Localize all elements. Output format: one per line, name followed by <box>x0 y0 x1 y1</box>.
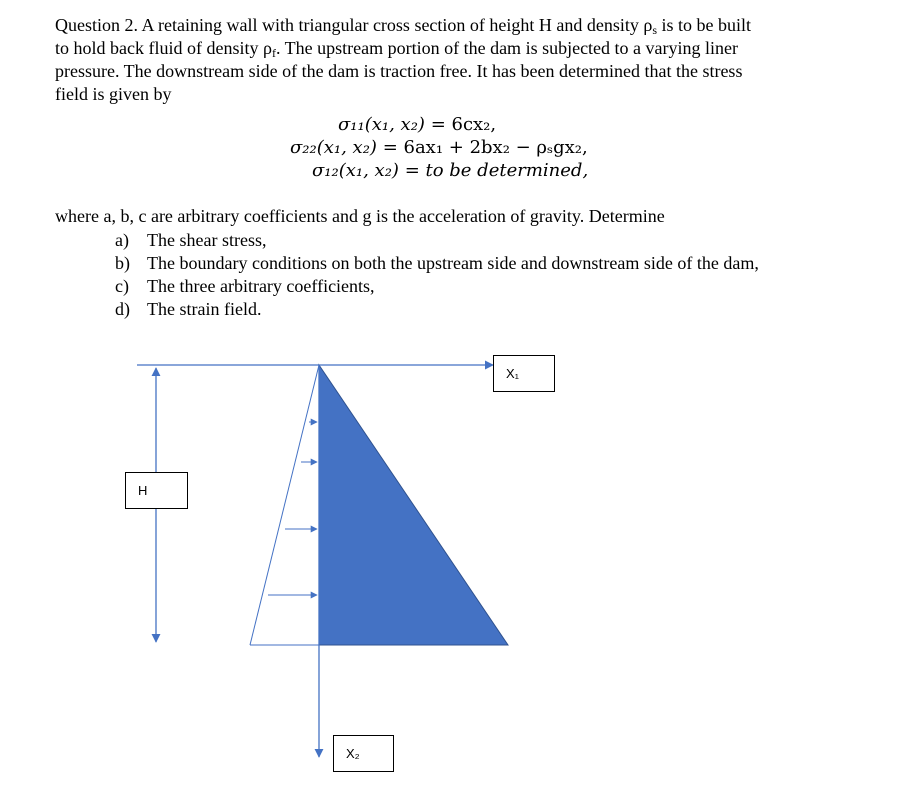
pressure-profile-line <box>250 365 319 645</box>
question-line-3: pressure. The downstream side of the dam is traction free. It has been determined that the stress <box>55 61 743 81</box>
height-label: H <box>125 472 188 509</box>
equation-sigma12-rhs: = to be determined, <box>404 160 589 181</box>
question-line-1: Question 2. A retaining wall with triangular cross section of height H and density $\rho_s$ is to be built <box>55 15 752 37</box>
question-line-4: field is given by <box>55 84 172 104</box>
task-item-d: d) The strain field. <box>115 299 262 319</box>
x1-axis-label: X₁ <box>493 355 555 392</box>
equation-sigma11-lhs: σ₁₁(x₁, x₂) <box>338 114 425 135</box>
task-item-a: a) The shear stress, <box>115 230 267 250</box>
equation-sigma22-lhs: σ₂₂(x₁, x₂) <box>290 137 377 158</box>
question-line-2: to hold back fluid of density $\rho_f$. The upstream portion of the dam is subjected to a varying liner <box>55 38 739 60</box>
equation-sigma12-lhs: σ₁₂(x₁, x₂) <box>312 160 399 181</box>
dam-cross-section <box>319 365 508 645</box>
task-item-c: c) The three arbitrary coefficients, <box>115 276 375 296</box>
task-item-b: b) The boundary conditions on both the upstream side and downstream side of the dam, <box>115 253 759 273</box>
intro-text: where a, b, c are arbitrary coefficients and g is the acceleration of gravity. Determine <box>55 206 665 226</box>
x2-axis-label: X₂ <box>333 735 394 772</box>
equation-sigma22-rhs: = 6ax₁ + 2bx₂ − ρₛgx₂, <box>382 137 588 158</box>
equation-sigma11-rhs: = 6cx₂, <box>430 114 497 135</box>
